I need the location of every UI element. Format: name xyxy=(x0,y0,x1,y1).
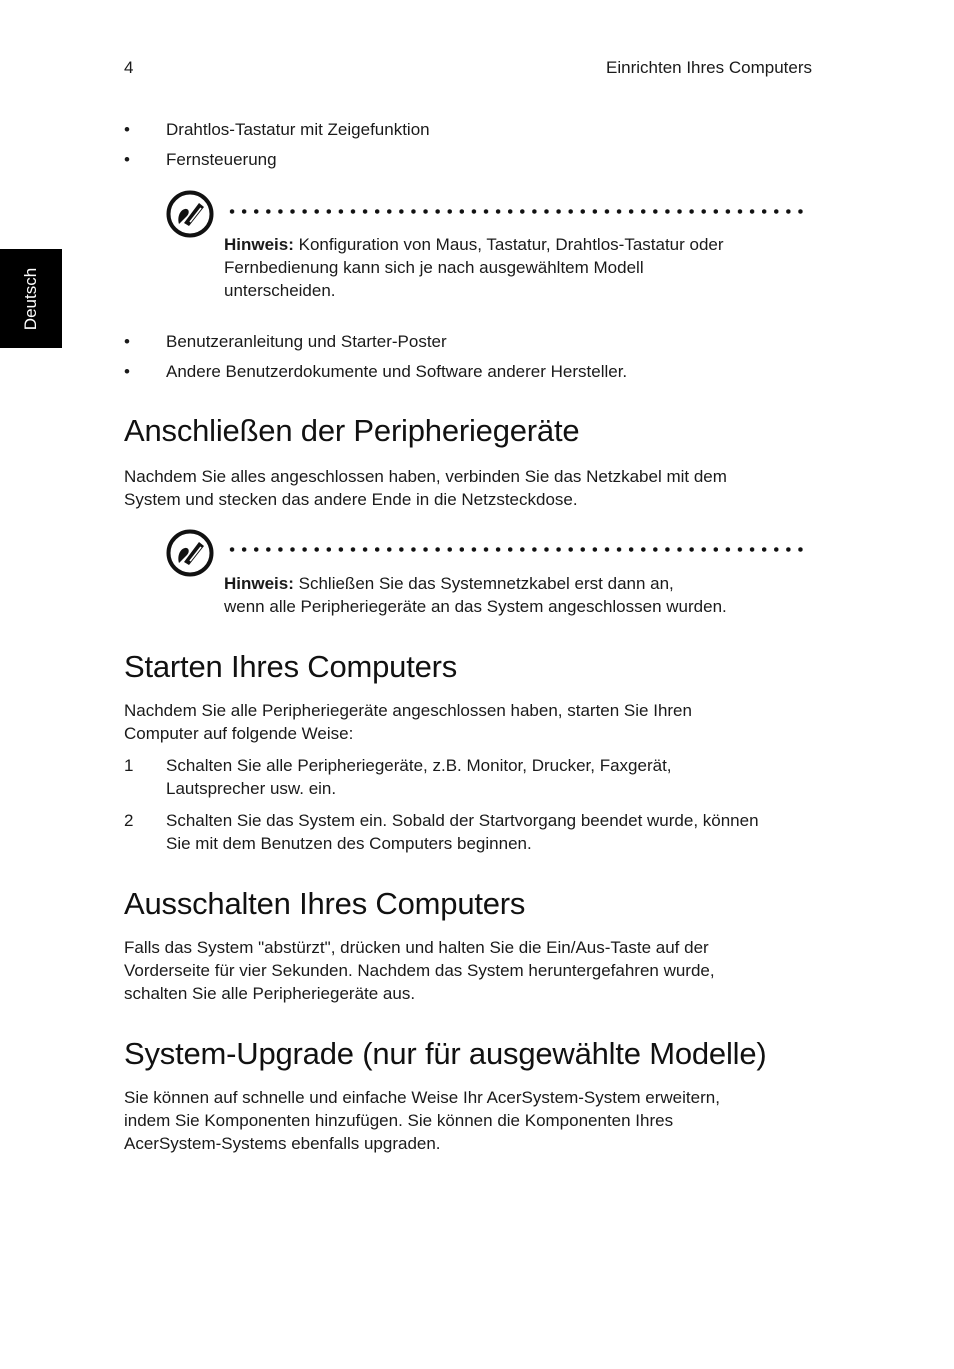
note-separator xyxy=(226,209,810,214)
section-paragraph: Nachdem Sie alle Peripheriegeräte angeschlossen haben, starten Sie Ihren Computer auf folgende Weise: xyxy=(124,701,692,743)
bullet-marker: • xyxy=(124,362,130,381)
section-heading: System-Upgrade (nur für ausgewählte Modelle) xyxy=(124,1036,767,1071)
list-item: Drahtlos-Tastatur mit Zeigefunktion xyxy=(166,120,430,139)
list-item: Benutzeranleitung und Starter-Poster xyxy=(166,332,447,351)
section-paragraph: Falls das System "abstürzt", drücken und halten Sie die Ein/Aus-Taste auf der Vorderseite für vier Sekunden. Nachdem das System heruntergefahren wurde, schalten Sie alle Peripheriegeräte aus. xyxy=(124,938,715,1003)
section-paragraph: Nachdem Sie alles angeschlossen haben, verbinden Sie das Netzkabel mit dem System und stecken das andere Ende in die Netzsteckdose. xyxy=(124,467,727,509)
language-tab-label: Deutsch xyxy=(21,267,40,331)
list-item: Andere Benutzerdokumente und Software anderer Hersteller. xyxy=(166,362,628,381)
note-line: wenn alle Peripheriegeräte an das System angeschlossen wurden. xyxy=(224,597,727,616)
note-label: Hinweis: xyxy=(224,235,294,254)
section-heading: Ausschalten Ihres Computers xyxy=(124,886,526,921)
bullet-marker: • xyxy=(124,150,130,169)
bullet-marker: • xyxy=(124,120,130,139)
note-pencil-icon xyxy=(166,529,214,577)
step-item: Schalten Sie das System ein. Sobald der Startvorgang beendet wurde, können Sie mit dem Benutzen des Computers beginnen. xyxy=(166,811,759,853)
note-pencil-icon xyxy=(166,190,214,238)
section-heading: Starten Ihres Computers xyxy=(124,649,458,684)
step-item: Schalten Sie alle Peripheriegeräte, z.B. Monitor, Drucker, Faxgerät, Lautsprecher usw. ein. xyxy=(166,756,672,798)
note-line: unterscheiden. xyxy=(224,281,336,300)
note-separator xyxy=(226,547,810,552)
step-number: 1 xyxy=(124,756,134,775)
note-line: Fernbedienung kann sich je nach ausgewähltem Modell xyxy=(224,258,644,277)
note-line: Hinweis: Konfiguration von Maus, Tastatur, Drahtlos-Tastatur oder xyxy=(224,235,724,254)
section-heading: Anschließen der Peripheriegeräte xyxy=(124,413,580,448)
step-number: 2 xyxy=(124,811,134,830)
note-box xyxy=(224,233,814,302)
page-number: 4 xyxy=(124,58,134,77)
running-header: Einrichten Ihres Computers xyxy=(606,58,812,77)
language-tab xyxy=(0,249,62,348)
note-box xyxy=(224,572,814,618)
note-label: Hinweis: xyxy=(224,574,294,593)
section-paragraph: Sie können auf schnelle und einfache Weise Ihr AcerSystem-System erweitern, indem Sie Komponenten hinzufügen. Sie können die Komponenten Ihres AcerSystem-Systems ebenfalls upgraden. xyxy=(124,1088,720,1153)
list-item: Fernsteuerung xyxy=(166,150,277,169)
note-line: Hinweis: Schließen Sie das Systemnetzkabel erst dann an, xyxy=(224,574,674,593)
bullet-marker: • xyxy=(124,332,130,351)
